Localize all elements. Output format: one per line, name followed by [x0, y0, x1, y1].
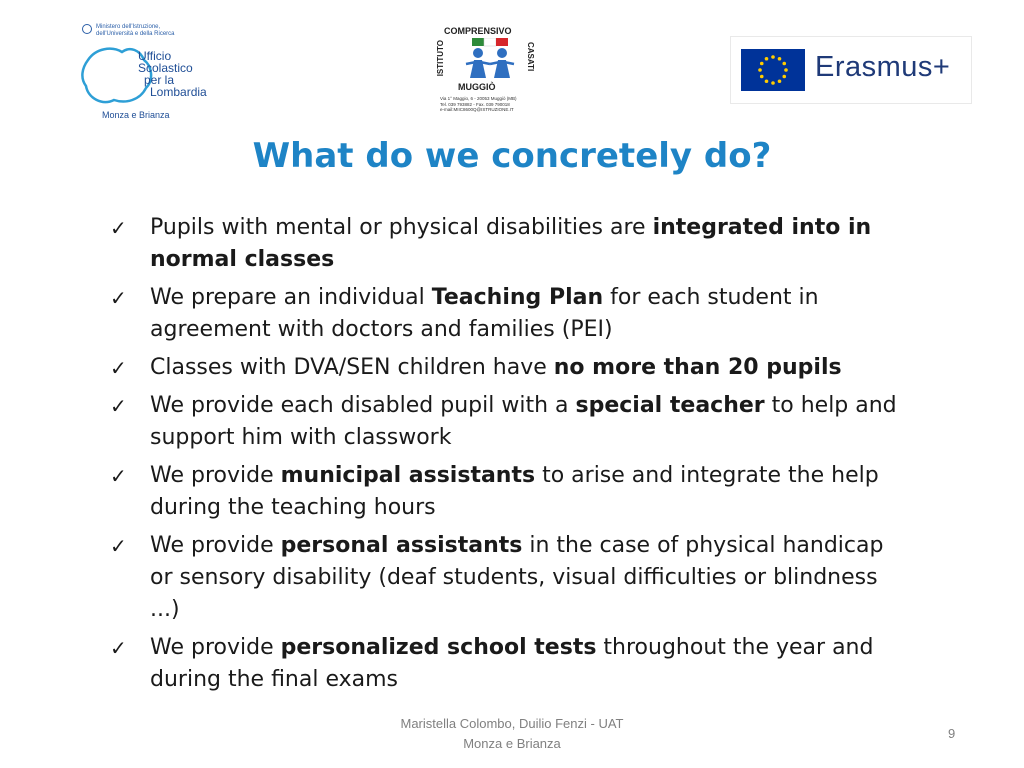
school-logo-right-text: CASATI	[526, 42, 535, 72]
eu-star-icon	[760, 62, 764, 66]
eu-flag-icon	[741, 49, 805, 91]
eu-star-icon	[771, 81, 775, 85]
slide-footer	[300, 714, 724, 754]
bullet-item: ✓ We provide personalized school tests throughout the year and during the final exams	[108, 632, 908, 696]
footer-authors: Maristella Colombo, Duilio Fenzi - UAT	[400, 716, 624, 731]
ufficio-scolastico-logo	[78, 24, 228, 126]
bullet-item: ✓ We provide each disabled pupil with a special teacher to help and support him with classwork	[108, 390, 908, 454]
children-figures-icon	[458, 38, 522, 84]
eu-star-icon	[784, 68, 788, 72]
checkmark-icon: ✓	[110, 356, 127, 380]
ministry-emblem-icon	[82, 24, 92, 34]
province-label: Monza e Brianza	[102, 110, 170, 120]
slide-title: What do we concretely do?	[252, 136, 772, 176]
eu-star-icon	[760, 75, 764, 79]
eu-star-icon	[782, 75, 786, 79]
bullet-item: ✓ Classes with DVA/SEN children have no more than 20 pupils	[108, 352, 908, 384]
erasmus-wordmark: Erasmus+	[815, 51, 951, 83]
school-logo	[438, 26, 540, 122]
ministry-label: Ministero dell'Istruzione, dell'Università e della Ricerca	[96, 24, 175, 37]
checkmark-icon: ✓	[110, 394, 127, 418]
checkmark-icon: ✓	[110, 534, 127, 558]
eu-star-icon	[778, 57, 782, 61]
checkmark-icon: ✓	[110, 464, 127, 488]
bullet-list	[108, 212, 908, 702]
ufficio-name: Ufficio Scolastico per la Lombardia	[138, 49, 207, 99]
eu-star-icon	[778, 79, 782, 83]
school-address: Via 1° Maggio, 6 - 20053 Muggiò (MB) Tel. 039 793882 - Fax. 039 790018 e-mail:MIIC8600Q@ISTRUZIONE.IT	[440, 96, 517, 112]
school-logo-top-text: COMPRENSIVO	[444, 26, 512, 36]
erasmus-logo	[730, 36, 972, 104]
school-logo-left-text: ISTITUTO	[436, 40, 445, 77]
eu-star-icon	[765, 79, 769, 83]
eu-star-icon	[765, 57, 769, 61]
eu-star-icon	[771, 55, 775, 59]
checkmark-icon: ✓	[110, 636, 127, 660]
bullet-item: ✓ Pupils with mental or physical disabilities are integrated into in normal classes	[108, 212, 908, 276]
checkmark-icon: ✓	[110, 216, 127, 240]
bullet-item: ✓ We provide municipal assistants to arise and integrate the help during the teaching hours	[108, 460, 908, 524]
bullet-item: ✓ We prepare an individual Teaching Plan for each student in agreement with doctors and families (PEI)	[108, 282, 908, 346]
eu-star-icon	[782, 62, 786, 66]
page-number: 9	[948, 726, 956, 741]
eu-star-icon	[758, 68, 762, 72]
bullet-item: ✓ We provide personal assistants in the case of physical handicap or sensory disability (deaf students, visual difficulties or blindness ...)	[108, 530, 908, 626]
checkmark-icon: ✓	[110, 286, 127, 310]
footer-office: Monza e Brianza	[463, 736, 561, 751]
school-logo-name: MUGGIÒ	[458, 82, 496, 92]
